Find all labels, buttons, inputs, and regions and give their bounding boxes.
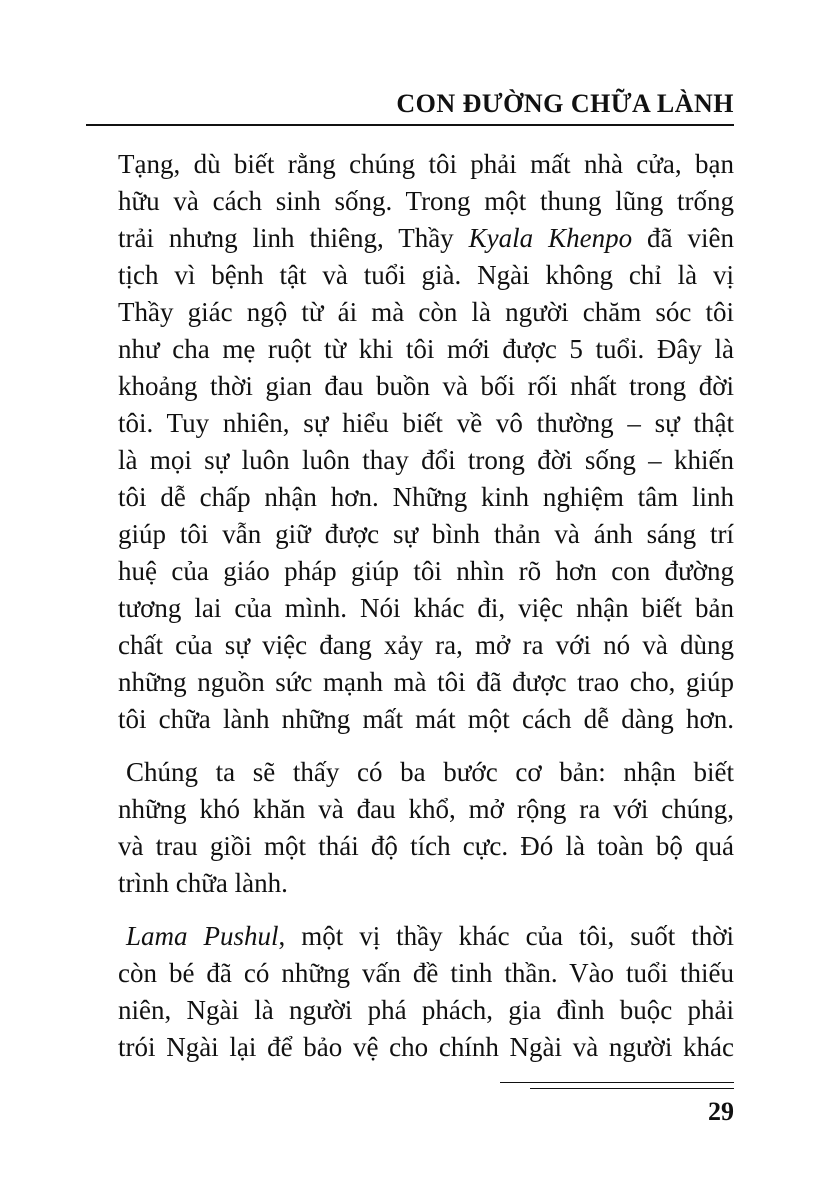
text-line: những nguồn sức mạnh mà tôi đã được trao cho, giúp [118, 667, 734, 697]
text-line: Chúng ta sẽ thấy có ba bước cơ bản: nhận biết [126, 757, 734, 787]
text-line: là mọi sự luôn luôn thay đổi trong đời sống – khiến [118, 445, 734, 475]
text-line: tôi. Tuy nhiên, sự hiểu biết về vô thường – sự thật [118, 408, 734, 438]
paragraph-gap [118, 738, 734, 754]
text-line: niên, Ngài là người phá phách, gia đình buộc phải [118, 995, 734, 1025]
text-line: và trau giồi một thái độ tích cực. Đó là toàn bộ quá [118, 831, 734, 861]
header-rule [86, 124, 734, 126]
paragraph [118, 146, 734, 738]
italic-name: Kyala Khenpo [468, 223, 633, 253]
paragraph [118, 754, 734, 902]
text-line: chất của sự việc đang xảy ra, mở ra với nó và dùng [118, 630, 734, 660]
text-line: Thầy giác ngộ từ ái mà còn là người chăm sóc tôi [118, 297, 734, 327]
text-line: Lama Pushul, một vị thầy khác của tôi, suốt thời [126, 921, 734, 951]
italic-name: Lama Pushul [126, 921, 279, 951]
paragraph [118, 918, 734, 1066]
text-line: trói Ngài lại để bảo vệ cho chính Ngài và người khác [118, 1032, 734, 1062]
text-line: như cha mẹ ruột từ khi tôi mới được 5 tuổi. Đây là [118, 334, 734, 364]
body-text [118, 146, 734, 1066]
text-line: trải nhưng linh thiêng, Thầy Kyala Khenpo đã viên [118, 223, 734, 253]
text-line: tịch vì bệnh tật và tuổi già. Ngài không chỉ là vị [118, 260, 734, 290]
text-line: tôi dễ chấp nhận hơn. Những kinh nghiệm tâm linh [118, 482, 734, 512]
footer-rule [500, 1082, 734, 1083]
text-line: tôi chữa lành những mất mát một cách dễ dàng hơn. [118, 704, 734, 734]
text-line: trình chữa lành. [118, 868, 288, 898]
text-line: còn bé đã có những vấn đề tinh thần. Vào tuổi thiếu [118, 958, 734, 988]
running-header: CON ĐƯỜNG CHỮA LÀNH [396, 89, 734, 118]
text-line: tương lai của mình. Nói khác đi, việc nhận biết bản [118, 593, 734, 623]
page-number: 29 [708, 1097, 734, 1126]
text-line: hữu và cách sinh sống. Trong một thung lũng trống [118, 186, 734, 216]
text-line: những khó khăn và đau khổ, mở rộng ra với chúng, [118, 794, 734, 824]
text-line: khoảng thời gian đau buồn và bối rối nhất trong đời [118, 371, 734, 401]
text-line: Tạng, dù biết rằng chúng tôi phải mất nhà cửa, bạn [118, 149, 734, 179]
text-line: giúp tôi vẫn giữ được sự bình thản và ánh sáng trí [118, 519, 734, 549]
text-line: huệ của giáo pháp giúp tôi nhìn rõ hơn con đường [118, 556, 734, 586]
footer-rule [530, 1088, 734, 1089]
paragraph-gap [118, 902, 734, 918]
